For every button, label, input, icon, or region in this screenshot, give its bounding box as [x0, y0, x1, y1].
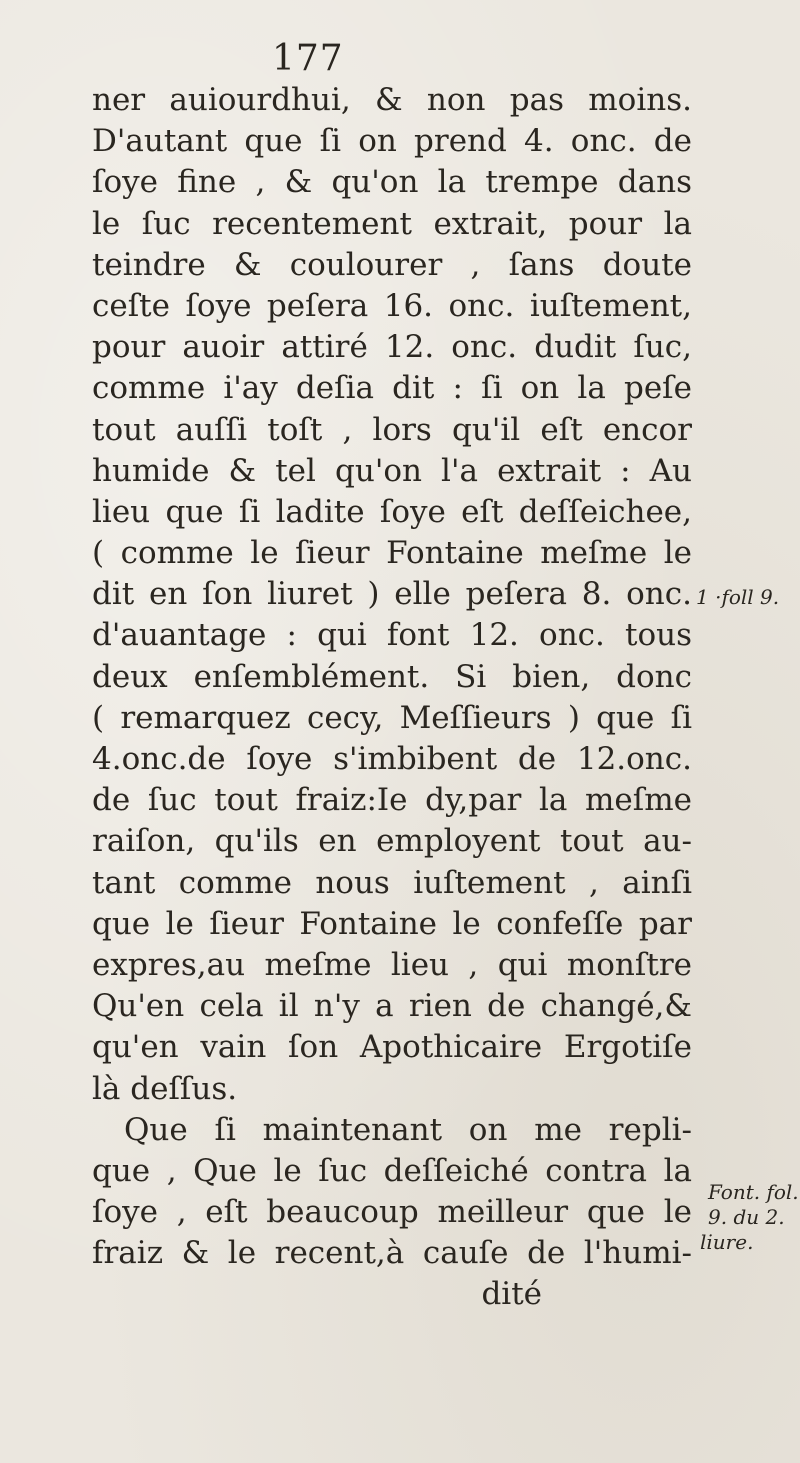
margin-note: Font. fol. [708, 1180, 799, 1204]
margin-note: liure. [700, 1230, 754, 1254]
text-line: ( remarquez cecy, Meſſieurs ) que ſi [92, 699, 692, 736]
text-line: qu'en vain ſon Apothicaire Ergotiſe [92, 1029, 692, 1066]
text-line: fraiz & le recent,à cauſe de l'humi- [92, 1235, 692, 1272]
text-line: humide & tel qu'on l'a extrait : Au [92, 452, 692, 489]
text-line: Qu'en cela il n'y a rien de changé,& [92, 988, 692, 1025]
text-line: ( comme le ſieur Fontaine meſme le [92, 535, 692, 572]
margin-note: 9. du 2. [708, 1205, 785, 1229]
text-line: ſoye , eſt beaucoup meilleur que le [92, 1194, 692, 1231]
body-text [92, 80, 692, 1316]
text-line: d'auantage : qui font 12. onc. tous [92, 617, 692, 654]
text-line: 4.onc.de ſoye s'imbibent de 12.onc. [92, 741, 692, 777]
text-line: le ſuc recentement extrait, pour la [92, 205, 692, 242]
text-line: ceſte ſoye peſera 16. onc. iuſtement, [92, 287, 692, 324]
margin-note: 1 ·foll 9. [696, 585, 780, 609]
text-line: que le ſieur Fontaine le confeſſe par [92, 905, 692, 942]
page-number: 177 [272, 38, 344, 79]
text-line: pour auoir attiré 12. onc. dudit ſuc, [92, 329, 692, 366]
text-line: Que ſi maintenant on me repli- [124, 1111, 692, 1148]
text-line: D'autant que ſi on prend 4. onc. de [92, 123, 692, 160]
catchword: dité [481, 1276, 542, 1313]
text-line: expres,au meſme lieu , qui monſtre [92, 946, 692, 983]
text-line: deux enſemblément. Si bien, donc [92, 658, 692, 695]
text-line: que , Que le ſuc deſſeiché contra la [92, 1152, 692, 1189]
text-line: tout auſſi toſt , lors qu'il eſt encor [92, 411, 692, 448]
text-line: ner auiourdhui, & non pas moins. [92, 82, 692, 118]
text-line: ſoye fine , & qu'on la trempe dans [92, 164, 692, 201]
text-line: de ſuc tout fraiz:Ie dy,par la meſme [92, 782, 692, 819]
text-line: tant comme nous iuſtement , ainſi [92, 864, 692, 901]
text-line: teindre & coulourer , ſans doute [92, 246, 692, 283]
text-line: dit en ſon liuret ) elle peſera 8. onc. [92, 576, 692, 613]
text-line: là deſſus. [92, 1070, 238, 1107]
text-line: lieu que ſi ladite ſoye eſt deſſeichee, [92, 493, 692, 530]
text-line: raiſon, qu'ils en employent tout au- [92, 823, 692, 860]
text-line: comme i'ay deſia dit : ſi on la peſe [92, 370, 692, 407]
